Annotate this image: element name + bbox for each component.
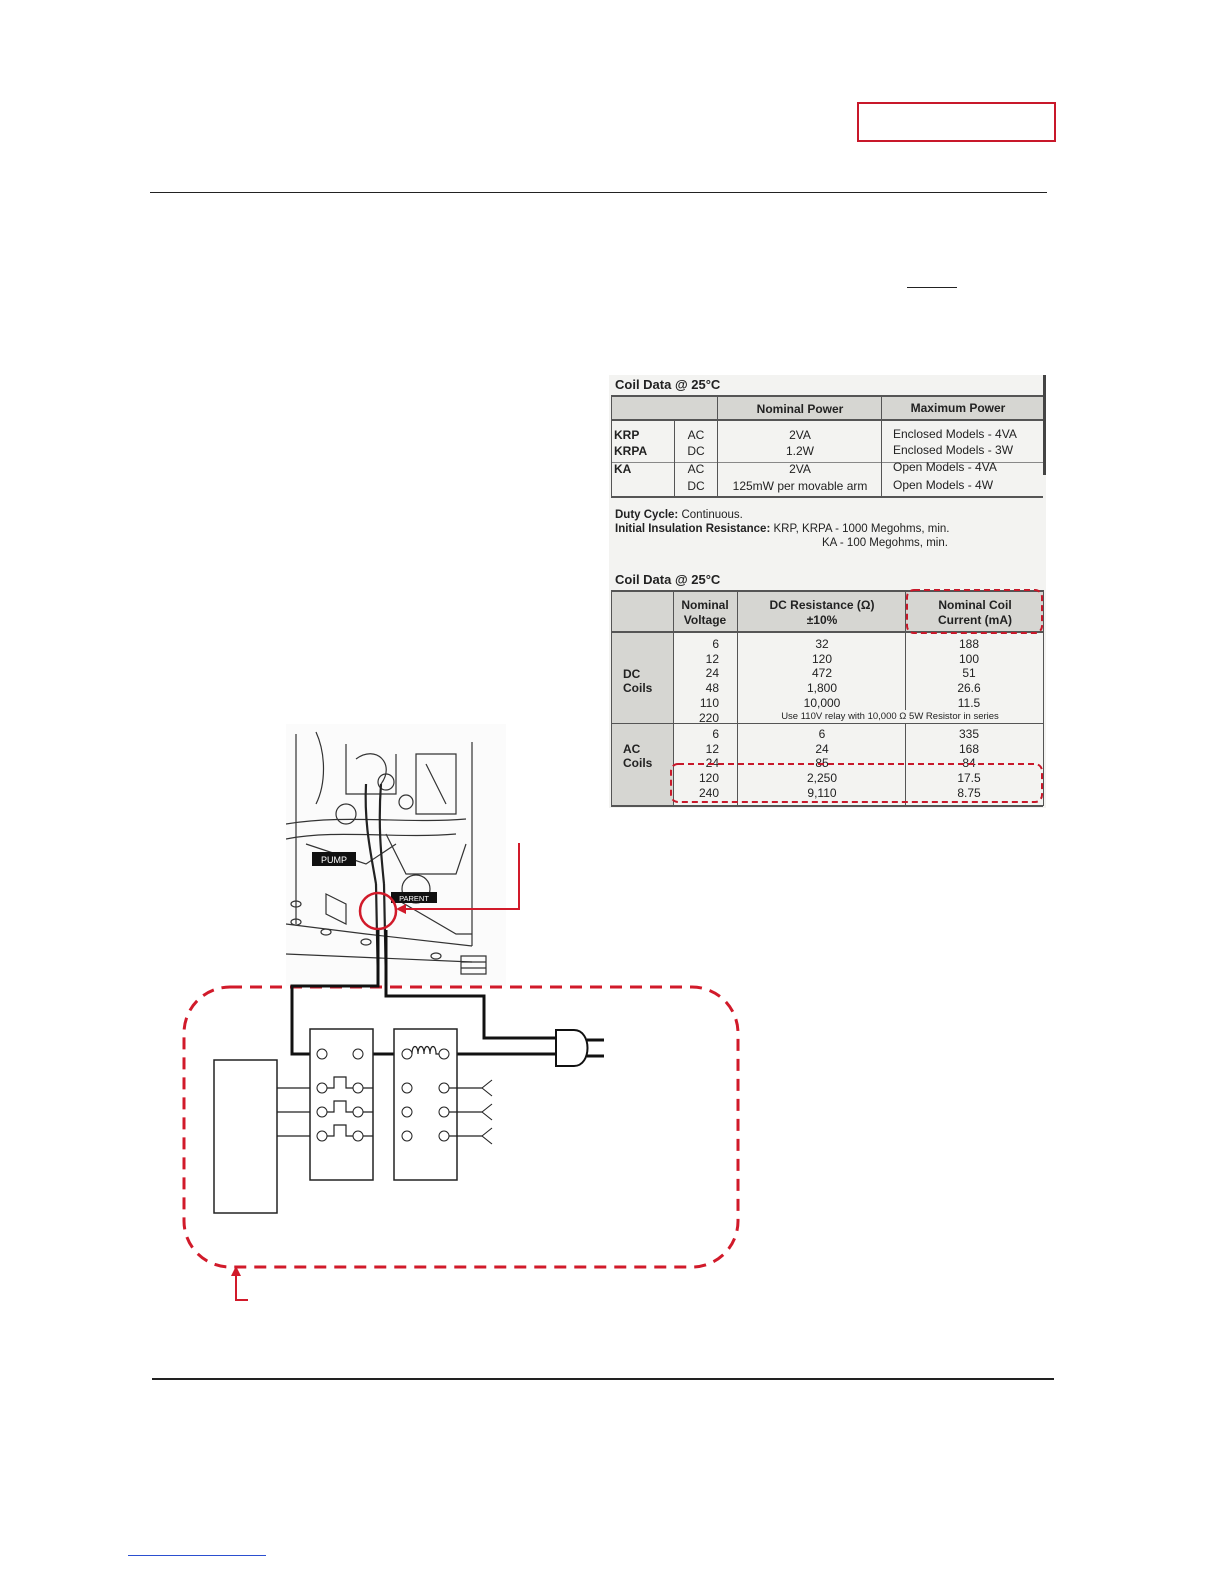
table2-title: Coil Data @ 25°C bbox=[615, 572, 721, 587]
row1-type: AC bbox=[687, 428, 705, 442]
header-resistance-2: ±10% bbox=[806, 613, 838, 627]
row3-maximum: Open Models - 4VA bbox=[893, 460, 997, 474]
connector-highlight-circle bbox=[360, 893, 396, 929]
table1-title: Coil Data @ 25°C bbox=[615, 377, 721, 392]
model-krp: KRP bbox=[614, 428, 640, 442]
table1-header-maximum: Maximum Power bbox=[910, 401, 1006, 415]
controller-box bbox=[214, 1060, 277, 1213]
row1-nominal: 2VA bbox=[789, 428, 811, 442]
dc-220v-note: Use 110V relay with 10,000 Ω 5W Resistor in series bbox=[781, 711, 999, 722]
ac-coils-label-2: Coils bbox=[623, 756, 653, 770]
row3-type: AC bbox=[687, 462, 705, 476]
ac-voltage-column: 6 12 24 120 240 bbox=[698, 727, 719, 800]
header-resistance-1: DC Resistance (Ω) bbox=[769, 598, 875, 612]
row2-maximum: Enclosed Models - 3W bbox=[893, 443, 1014, 457]
bottom-divider bbox=[152, 1378, 1054, 1380]
pump-label: PUMP bbox=[320, 855, 348, 865]
model-ka: KA bbox=[614, 462, 632, 476]
model-krpa: KRPA bbox=[614, 444, 648, 458]
table1-header-nominal: Nominal Power bbox=[756, 402, 844, 416]
plug-icon bbox=[556, 1030, 588, 1066]
row3-nominal: 2VA bbox=[789, 462, 811, 476]
row4-maximum: Open Models - 4W bbox=[893, 478, 994, 492]
callout-line bbox=[402, 843, 519, 909]
dc-current-column: 188 100 51 26.6 11.5 bbox=[957, 637, 981, 710]
dc-resistance-column: 32 120 472 1,800 10,000 bbox=[803, 637, 841, 710]
dc-coils-label-2: Coils bbox=[623, 681, 653, 695]
insulation-resistance-2: KA - 100 Megohms, min. bbox=[822, 537, 948, 549]
header-current-2: Current (mA) bbox=[938, 613, 1012, 627]
row2-nominal: 1.2W bbox=[785, 444, 814, 458]
ac-resistance-column: 6 24 85 2,250 9,110 bbox=[806, 727, 838, 800]
row4-nominal: 125mW per movable arm bbox=[732, 479, 868, 493]
row2-type: DC bbox=[687, 444, 705, 458]
dc-voltage-column: 6 12 24 48 110 220 bbox=[698, 637, 719, 725]
parent-label: PARENT bbox=[399, 894, 429, 903]
row1-maximum: Enclosed Models - 4VA bbox=[893, 427, 1017, 441]
insulation-resistance: Initial Insulation Resistance: KRP, KRPA - 1000 Megohms, min. bbox=[615, 523, 950, 535]
ac-current-column: 335 168 84 17.5 8.75 bbox=[957, 727, 981, 800]
duty-cycle: Duty Cycle: Continuous. bbox=[615, 509, 743, 521]
row4-type: DC bbox=[687, 479, 705, 493]
header-voltage-1: Nominal bbox=[681, 598, 729, 612]
header-current-1: Nominal Coil bbox=[938, 598, 1012, 612]
footer-link-underline bbox=[128, 1555, 266, 1556]
callout-arrowhead bbox=[396, 904, 406, 914]
dc-coils-label-1: DC bbox=[623, 667, 641, 681]
ac-coils-label-1: AC bbox=[623, 742, 641, 756]
header-voltage-2: Voltage bbox=[683, 613, 727, 627]
